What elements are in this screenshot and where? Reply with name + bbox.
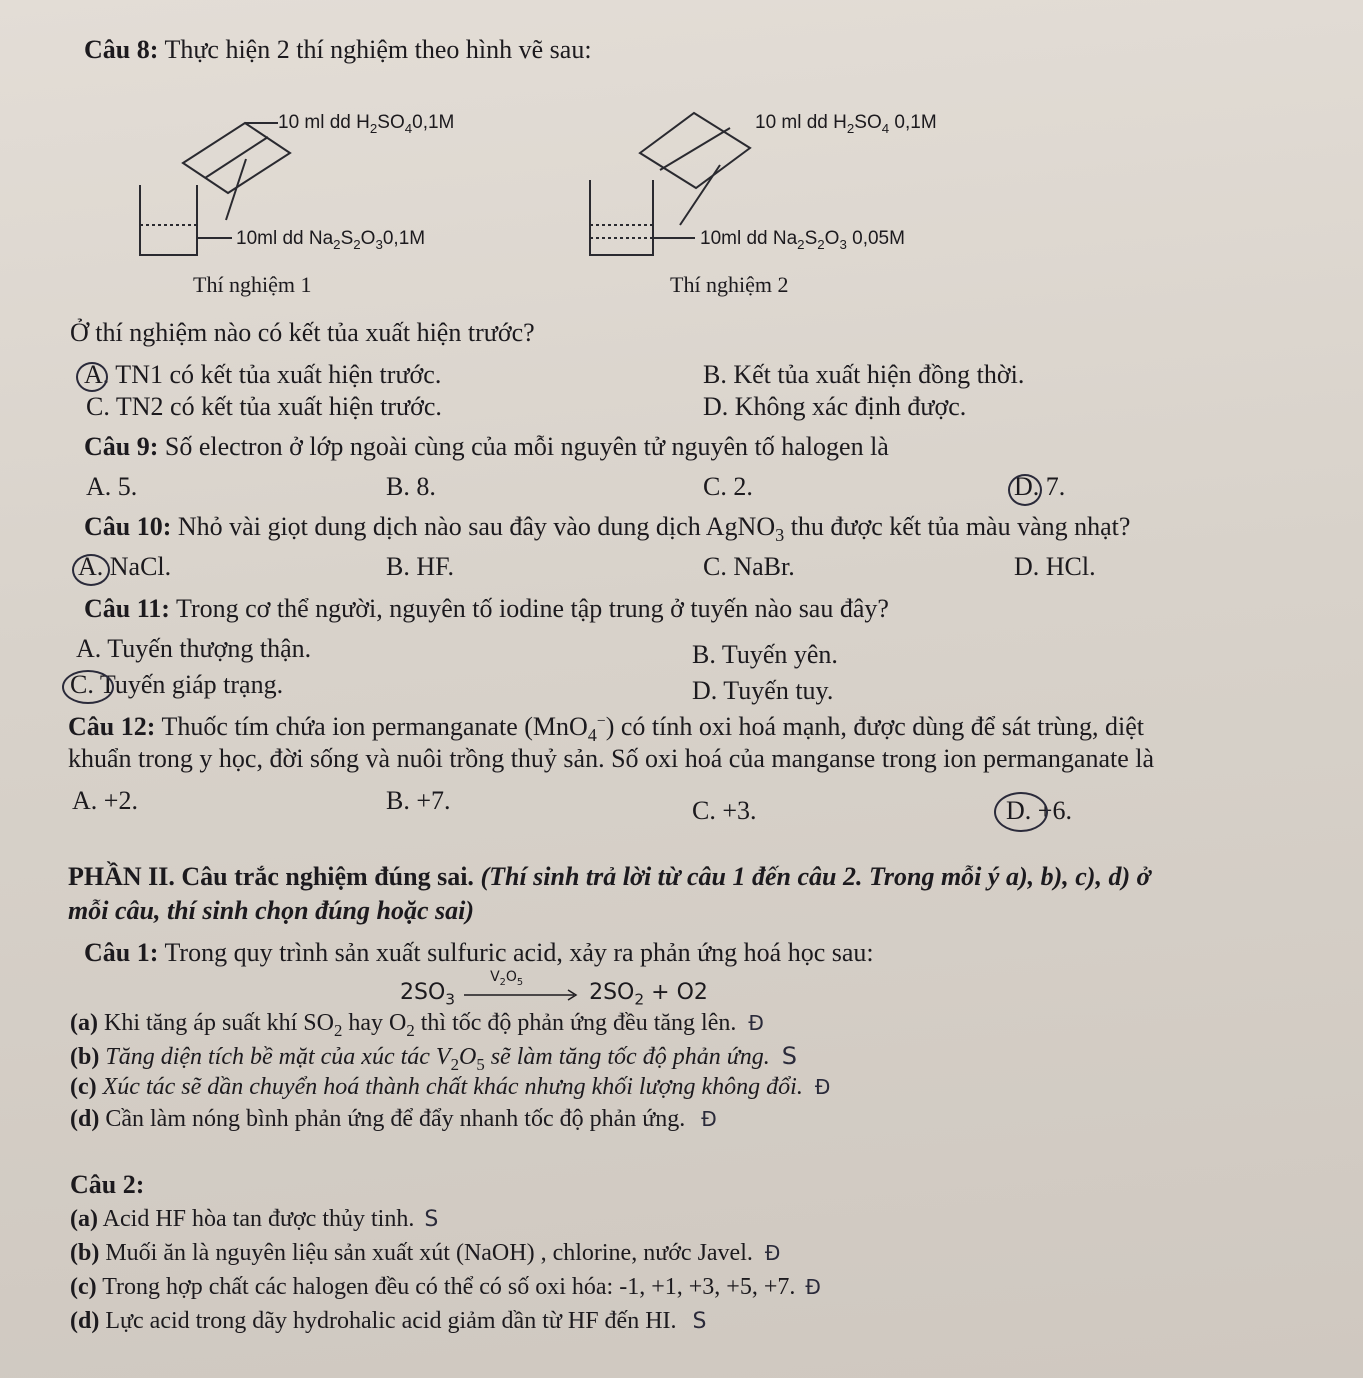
exp2-bottom-label: 10ml dd $Na_2S_2O_3$ 0,05M <box>700 228 905 252</box>
q10-option-c: C. NaBr. <box>703 552 795 581</box>
q11-option-b: B. Tuyến yên. <box>692 640 838 669</box>
answer-circle-q10 <box>72 554 110 586</box>
q12-option-d: D. +6. <box>1006 796 1072 825</box>
answer-circle-q12 <box>994 792 1048 832</box>
answer-circle-q8 <box>76 362 108 392</box>
q10-option-d: D. HCl. <box>1014 552 1096 581</box>
part2-instruction: mỗi câu, thí sinh chọn đúng hoặc sai) <box>68 896 474 925</box>
q11-header: Câu 11: Trong cơ thể người, nguyên tố iodine tập trung ở tuyến nào sau đây? <box>84 594 889 623</box>
p2q1-equation: $2SO_3$ $V_2O_5$ $2SO_2 + O2$ <box>400 969 708 1009</box>
q9-option-b: B. 8. <box>386 472 436 501</box>
answer-circle-q9 <box>1008 474 1042 506</box>
q12-line1: Câu 12: Thuốc tím chứa ion permanganate (MnO$_4$−) có tính oxi hoá mạnh, được dùng để sát trùng, diệt <box>68 712 1145 746</box>
exp2-tilted-beaker <box>640 113 750 188</box>
q9-option-d: D. 7. <box>1014 472 1066 501</box>
q8-question: Ở thí nghiệm nào có kết tủa xuất hiện trước? <box>70 318 535 347</box>
q12-option-b: B. +7. <box>386 786 451 815</box>
q11-option-d: D. Tuyến tuy. <box>692 676 834 705</box>
p2q2-item-b: (b) Muối ăn là nguyên liệu sản xuất xút (NaOH) , chlorine, nước Javel. Đ <box>70 1240 781 1266</box>
exp2-beaker <box>590 180 653 255</box>
q12-line2: khuẩn trong y học, đời sống và nuôi trồng thuỷ sản. Số oxi hoá của manganse trong ion permanganate là <box>68 744 1155 773</box>
p2q2-title: Câu 2: <box>70 1170 145 1199</box>
q11-option-a: A. Tuyến thượng thận. <box>76 634 312 663</box>
q9-option-a: A. 5. <box>86 472 138 501</box>
exp1-pour-stream <box>226 159 246 220</box>
p2q1-item-b: (b) Tăng diện tích bề mặt của xúc tác $V_2O_5$ sẽ làm tăng tốc độ phản ứng. S <box>70 1042 798 1074</box>
exp1-beaker <box>140 185 197 255</box>
p2q1-item-d: (d) Cần làm nóng bình phản ứng để đẩy nhanh tốc độ phản ứng. Đ <box>70 1106 717 1132</box>
q8-option-b: B. Kết tủa xuất hiện đồng thời. <box>703 360 1025 389</box>
q10-option-a: A. NaCl. <box>78 552 172 581</box>
q11-option-c: C. Tuyến giáp trạng. <box>70 670 284 699</box>
p2q2-item-d: (d) Lực acid trong dãy hydrohalic acid giảm dần từ HF đến HI. S <box>70 1308 707 1334</box>
q10-header: Câu 10: Nhỏ vài giọt dung dịch nào sau đây vào dung dịch AgNO$_3$ thu được kết tủa màu vàng nhạt? <box>84 512 1131 546</box>
exp1-top-label: 10 ml dd $H_2SO_40,1M$ <box>278 112 455 136</box>
q9-option-c: C. 2. <box>703 472 753 501</box>
p2q1-header: Câu 1: Trong quy trình sản xuất sulfuric acid, xảy ra phản ứng hoá học sau: <box>84 938 874 967</box>
exp1-caption: Thí nghiệm 1 <box>193 272 312 297</box>
q12-option-a: A. +2. <box>72 786 138 815</box>
q8-option-a: A. TN1 có kết tủa xuất hiện trước. <box>84 360 442 389</box>
p2q2-item-a: (a) Acid HF hòa tan được thủy tinh. S <box>70 1206 439 1232</box>
p2q1-item-a: (a) Khi tăng áp suất khí $SO_2$ hay $O_2$ thì tốc độ phản ứng đều tăng lên. Đ <box>70 1010 764 1040</box>
reaction-arrow <box>462 985 582 1005</box>
exp2-caption: Thí nghiệm 2 <box>670 272 789 297</box>
exp2-top-label: 10 ml dd $H_2SO_4$ 0,1M <box>755 112 937 136</box>
answer-circle-q11 <box>62 670 114 704</box>
exp1-bottom-label: 10ml dd $Na_2S_2O_30,1M$ <box>236 228 426 252</box>
q8-header: Câu 8: Thực hiện 2 thí nghiệm theo hình vẽ sau: <box>84 35 592 64</box>
p2q2-item-c: (c) Trong hợp chất các halogen đều có thể có số oxi hóa: -1, +1, +3, +5, +7. Đ <box>70 1274 821 1300</box>
q10-option-b: B. HF. <box>386 552 454 581</box>
exp2-pour-stream <box>680 165 720 225</box>
part2-heading: PHẦN II. Câu trắc nghiệm đúng sai. (Thí sinh trả lời từ câu 1 đến câu 2. Trong mỗi ý a), b), c), d) ở <box>68 862 1151 891</box>
q8-option-d: D. Không xác định được. <box>703 392 967 421</box>
q9-header: Câu 9: Số electron ở lớp ngoài cùng của mỗi nguyên tử nguyên tố halogen là <box>84 432 889 461</box>
p2q1-item-c: (c) Xúc tác sẽ dần chuyển hoá thành chất khác nhưng khối lượng không đổi. Đ <box>70 1074 831 1100</box>
q8-option-c: C. TN2 có kết tủa xuất hiện trước. <box>86 392 442 421</box>
q12-option-c: C. +3. <box>692 796 757 825</box>
